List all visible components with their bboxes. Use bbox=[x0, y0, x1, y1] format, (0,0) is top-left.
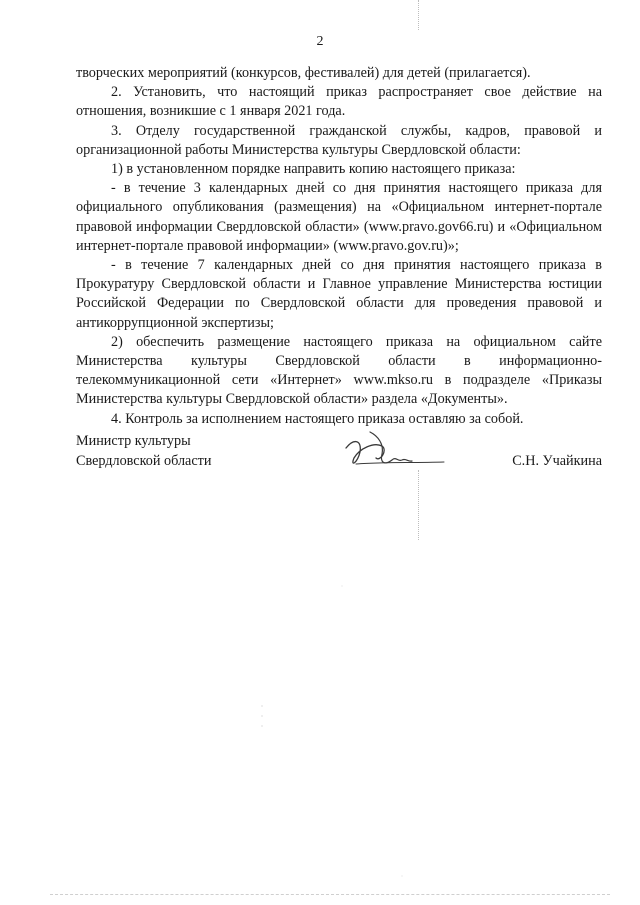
signer-position-line-1: Министр культуры bbox=[76, 433, 191, 449]
page-number: 2 bbox=[316, 34, 324, 49]
paragraph-item-2: 2. Установить, что настоящий приказ распространяет свое действие на отношения, возникшие с 1 января 2021 года. bbox=[76, 84, 602, 120]
paragraph-item-4: 4. Контроль за исполнением настоящего приказа оставляю за собой. bbox=[111, 410, 524, 427]
scan-edge-line bbox=[50, 894, 610, 895]
handwritten-signature-icon bbox=[340, 428, 450, 478]
paragraph-subitem-2: 2) обеспечить размещение настоящего приказа на официальном сайте Министерства культуры Свердловской области в информационно-телекоммуникационной сети «Интернет» www.mkso.ru в подразделе «Приказы Министерства культуры Свердловской области» раздела «Документы». bbox=[76, 333, 602, 408]
paragraph-item-3: 3. Отделу государственной гражданской службы, кадров, правовой и организационной работы Министерства культуры Свердловской области: bbox=[76, 122, 602, 158]
fold-mark-top bbox=[418, 0, 419, 30]
paragraph-subitem-1: 1) в установленном порядке направить копию настоящего приказа: bbox=[111, 161, 516, 178]
signer-position-line-2: Свердловской области bbox=[76, 452, 212, 469]
paragraph-dash-publication: - в течение 3 календарных дней со дня принятия настоящего приказа для официального опубликования (размещения) на «Официальном интернет-портале правовой информации Свердловской области» (www.pravo.gov66.ru) и «Официальном интернет-портале правовой информации» (www.pravo.gov.ru)»; bbox=[76, 180, 602, 254]
signature-block bbox=[76, 432, 602, 492]
signer-position bbox=[76, 432, 316, 471]
fold-mark-middle bbox=[418, 470, 419, 540]
paragraph-continuation: творческих мероприятий (конкурсов, фестивалей) для детей (прилагается). bbox=[76, 65, 531, 81]
paragraph-dash-prosecutor: - в течение 7 календарных дней со дня принятия настоящего приказа в Прокуратуру Свердловской области и Главное управление Министерства юстиции Российской Федерации по Свердловской области для проведения правовой и антикоррупционной экспертизы; bbox=[76, 257, 602, 331]
document-body bbox=[76, 64, 602, 429]
signer-name: С.Н. Учайкина bbox=[512, 452, 602, 469]
